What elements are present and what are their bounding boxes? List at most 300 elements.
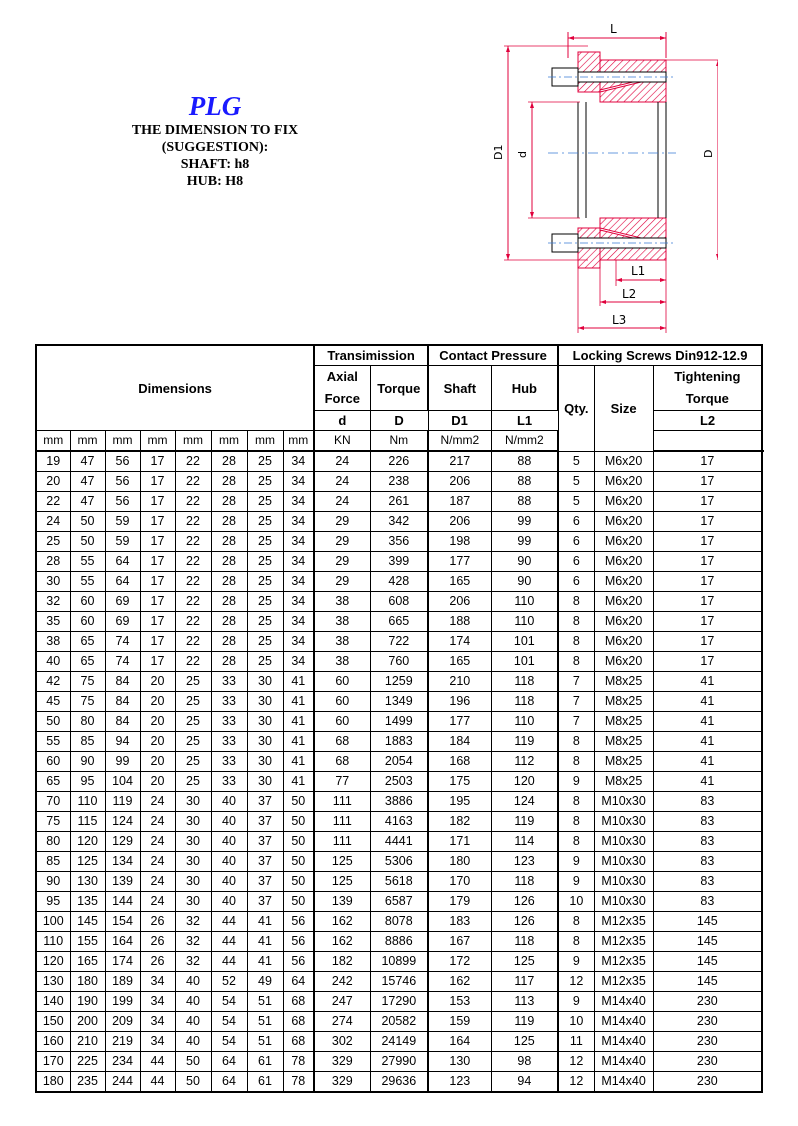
table-cell: 45 <box>36 692 70 712</box>
table-cell: 34 <box>283 512 314 532</box>
table-cell: 41 <box>653 732 762 752</box>
table-cell: 25 <box>247 532 283 552</box>
table-cell: 30 <box>175 892 211 912</box>
table-cell: 74 <box>105 632 140 652</box>
table-cell: 22 <box>175 612 211 632</box>
table-cell: 25 <box>247 552 283 572</box>
fix-line-2: (SUGGESTION): <box>161 140 269 155</box>
table-cell: 17 <box>653 612 762 632</box>
table-cell: 5618 <box>370 872 428 892</box>
table-cell: 84 <box>105 672 140 692</box>
header-unit: N/mm2 <box>428 431 491 452</box>
table-cell: 199 <box>105 992 140 1012</box>
header-qty: Qty. <box>558 366 594 452</box>
table-cell: 134 <box>105 852 140 872</box>
table-cell: 110 <box>491 612 558 632</box>
table-row <box>36 672 762 692</box>
table-cell: 144 <box>105 892 140 912</box>
technical-drawing <box>488 18 718 338</box>
table-cell: 25 <box>247 472 283 492</box>
table-cell: 28 <box>211 652 247 672</box>
table-cell: 225 <box>70 1052 105 1072</box>
table-cell: 41 <box>283 692 314 712</box>
table-cell: 111 <box>314 832 370 852</box>
table-cell: 206 <box>428 512 491 532</box>
table-cell: 5 <box>558 472 594 492</box>
header-axial-force: Axial Force <box>314 366 370 411</box>
table-cell: 760 <box>370 652 428 672</box>
table-cell: 38 <box>314 632 370 652</box>
table-cell: M10x30 <box>594 872 653 892</box>
table-cell: 65 <box>70 632 105 652</box>
table-cell: M6x20 <box>594 612 653 632</box>
table-cell: 55 <box>70 552 105 572</box>
table-cell: 24 <box>140 812 175 832</box>
table-cell: 120 <box>491 772 558 792</box>
table-cell: 28 <box>211 532 247 552</box>
table-row <box>36 612 762 632</box>
table-cell: 25 <box>247 612 283 632</box>
table-cell: 22 <box>175 592 211 612</box>
table-cell: 187 <box>428 492 491 512</box>
table-cell: 52 <box>211 972 247 992</box>
header-unit: mm <box>247 431 283 452</box>
table-cell: 24 <box>140 792 175 812</box>
table-cell: 69 <box>105 592 140 612</box>
table-cell: 150 <box>36 1012 70 1032</box>
shaft-tolerance: SHAFT: h8 <box>180 157 250 172</box>
table-cell: 24 <box>140 892 175 912</box>
table-body <box>36 451 762 1092</box>
table-cell: 118 <box>491 872 558 892</box>
table-cell: 88 <box>491 492 558 512</box>
table-row <box>36 472 762 492</box>
table-cell: 123 <box>491 852 558 872</box>
table-cell: 24 <box>314 472 370 492</box>
table-cell: 99 <box>491 512 558 532</box>
table-cell: 95 <box>36 892 70 912</box>
table-row <box>36 692 762 712</box>
table-cell: 38 <box>314 612 370 632</box>
table-cell: 68 <box>314 732 370 752</box>
table-cell: 112 <box>491 752 558 772</box>
table-cell: M14x40 <box>594 1052 653 1072</box>
table-cell: 75 <box>36 812 70 832</box>
table-cell: 34 <box>283 451 314 472</box>
table-cell: 44 <box>140 1052 175 1072</box>
table-cell: M6x20 <box>594 652 653 672</box>
table-cell: 17 <box>140 652 175 672</box>
label-l: L <box>610 22 617 36</box>
table-cell: 123 <box>428 1072 491 1093</box>
table-cell: 34 <box>283 632 314 652</box>
table-cell: 85 <box>70 732 105 752</box>
table-cell: 34 <box>283 612 314 632</box>
header-unit: mm <box>140 431 175 452</box>
table-cell: 17 <box>653 492 762 512</box>
table-cell: 22 <box>175 532 211 552</box>
table-cell: 30 <box>175 872 211 892</box>
table-row <box>36 532 762 552</box>
table-cell: 51 <box>247 992 283 1012</box>
table-cell: 24 <box>314 492 370 512</box>
table-cell: 119 <box>491 812 558 832</box>
table-cell: 33 <box>211 672 247 692</box>
table-cell: 189 <box>105 972 140 992</box>
table-cell: 17 <box>140 572 175 592</box>
table-cell: 51 <box>247 1032 283 1052</box>
table-cell: 28 <box>211 592 247 612</box>
table-cell: 50 <box>70 532 105 552</box>
table-cell: 34 <box>140 992 175 1012</box>
table-cell: 41 <box>283 772 314 792</box>
table-cell: 30 <box>175 792 211 812</box>
table-cell: 20 <box>36 472 70 492</box>
table-cell: 30 <box>36 572 70 592</box>
table-cell: M14x40 <box>594 1032 653 1052</box>
table-cell: 90 <box>36 872 70 892</box>
table-row <box>36 972 762 992</box>
table-cell: M8x25 <box>594 712 653 732</box>
table-cell: 125 <box>491 952 558 972</box>
table-cell: 41 <box>653 752 762 772</box>
table-cell: 329 <box>314 1052 370 1072</box>
table-cell: 64 <box>105 552 140 572</box>
table-cell: 25 <box>175 692 211 712</box>
table-cell: 83 <box>653 792 762 812</box>
table-cell: 119 <box>105 792 140 812</box>
table-cell: 342 <box>370 512 428 532</box>
table-cell: 70 <box>36 792 70 812</box>
table-cell: 41 <box>283 672 314 692</box>
header-unit-qty <box>653 431 762 452</box>
table-cell: 50 <box>283 892 314 912</box>
table-cell: 50 <box>70 512 105 532</box>
header-size: Size <box>594 366 653 452</box>
header-unit: mm <box>175 431 211 452</box>
table-cell: 56 <box>283 912 314 932</box>
table-cell: 19 <box>36 451 70 472</box>
table-cell: 56 <box>105 492 140 512</box>
table-cell: 94 <box>491 1072 558 1093</box>
table-cell: 120 <box>36 952 70 972</box>
table-cell: 50 <box>283 812 314 832</box>
table-cell: M6x20 <box>594 592 653 612</box>
table-cell: 195 <box>428 792 491 812</box>
table-cell: 25 <box>175 672 211 692</box>
table-cell: 54 <box>211 1012 247 1032</box>
table-cell: 5 <box>558 451 594 472</box>
table-cell: 41 <box>653 692 762 712</box>
table-cell: 22 <box>175 572 211 592</box>
table-cell: 55 <box>70 572 105 592</box>
table-cell: 5306 <box>370 852 428 872</box>
table-cell: 34 <box>283 492 314 512</box>
table-cell: 17 <box>140 472 175 492</box>
table-cell: M6x20 <box>594 512 653 532</box>
table-cell: 28 <box>211 472 247 492</box>
table-cell: 162 <box>314 932 370 952</box>
table-cell: 25 <box>247 592 283 612</box>
table-cell: 22 <box>175 472 211 492</box>
table-cell: 47 <box>70 492 105 512</box>
table-cell: 219 <box>105 1032 140 1052</box>
table-cell: 17 <box>140 592 175 612</box>
table-cell: 24149 <box>370 1032 428 1052</box>
table-cell: 60 <box>36 752 70 772</box>
table-cell: 8 <box>558 792 594 812</box>
table-row <box>36 792 762 812</box>
table-cell: 182 <box>314 952 370 972</box>
table-cell: 125 <box>314 872 370 892</box>
table-cell: 30 <box>247 772 283 792</box>
table-cell: 6 <box>558 532 594 552</box>
table-cell: 608 <box>370 592 428 612</box>
table-cell: 180 <box>36 1072 70 1093</box>
table-cell: 183 <box>428 912 491 932</box>
table-cell: 356 <box>370 532 428 552</box>
table-cell: 139 <box>314 892 370 912</box>
table-cell: 98 <box>491 1052 558 1072</box>
table-cell: 25 <box>247 512 283 532</box>
table-cell: 329 <box>314 1072 370 1093</box>
table-cell: 230 <box>653 1052 762 1072</box>
table-cell: 230 <box>653 1012 762 1032</box>
table-cell: 32 <box>175 932 211 952</box>
header-hub: Hub <box>491 366 558 411</box>
table-cell: M12x35 <box>594 952 653 972</box>
table-row <box>36 512 762 532</box>
table-cell: M6x20 <box>594 572 653 592</box>
table-cell: 8078 <box>370 912 428 932</box>
label-big-d: D <box>702 149 715 158</box>
table-cell: 4163 <box>370 812 428 832</box>
table-cell: 94 <box>105 732 140 752</box>
header-unit: Nm <box>370 431 428 452</box>
table-cell: 90 <box>70 752 105 772</box>
table-row <box>36 712 762 732</box>
table-cell: 20 <box>140 752 175 772</box>
table-cell: 171 <box>428 832 491 852</box>
brand-title: PLG <box>188 91 242 121</box>
table-cell: 68 <box>283 1032 314 1052</box>
table-cell: 68 <box>314 752 370 772</box>
table-cell: 9 <box>558 852 594 872</box>
table-cell: 179 <box>428 892 491 912</box>
table-cell: 50 <box>175 1052 211 1072</box>
table-cell: 8 <box>558 732 594 752</box>
table-cell: 40 <box>175 1012 211 1032</box>
table-cell: 20 <box>140 672 175 692</box>
table-cell: 80 <box>70 712 105 732</box>
table-cell: 164 <box>428 1032 491 1052</box>
table-cell: 78 <box>283 1052 314 1072</box>
header-shaft: Shaft <box>428 366 491 411</box>
table-cell: 9 <box>558 952 594 972</box>
table-cell: M6x20 <box>594 552 653 572</box>
table-cell: 27990 <box>370 1052 428 1072</box>
table-row <box>36 732 762 752</box>
table-cell: 29 <box>314 552 370 572</box>
table-cell: 399 <box>370 552 428 572</box>
table-cell: 78 <box>283 1072 314 1093</box>
table-cell: 99 <box>105 752 140 772</box>
table-cell: 8 <box>558 652 594 672</box>
table-cell: 10899 <box>370 952 428 972</box>
table-cell: 33 <box>211 732 247 752</box>
table-cell: 68 <box>283 1012 314 1032</box>
table-cell: M10x30 <box>594 812 653 832</box>
table-cell: 17 <box>653 632 762 652</box>
table-cell: 61 <box>247 1072 283 1093</box>
table-cell: M14x40 <box>594 992 653 1012</box>
header-symbol: D1 <box>428 411 491 431</box>
table-cell: 20582 <box>370 1012 428 1032</box>
label-d: d <box>516 151 529 158</box>
table-row <box>36 592 762 612</box>
table-cell: 41 <box>653 772 762 792</box>
table-cell: 180 <box>70 972 105 992</box>
table-cell: 8 <box>558 592 594 612</box>
table-cell: 17 <box>140 451 175 472</box>
table-cell: 60 <box>70 612 105 632</box>
header-symbol: d <box>314 411 370 431</box>
table-cell: 25 <box>247 652 283 672</box>
table-cell: 34 <box>283 532 314 552</box>
table-cell: 55 <box>36 732 70 752</box>
header-symbol: D <box>370 411 428 431</box>
table-cell: 28 <box>36 552 70 572</box>
table-row <box>36 832 762 852</box>
table-cell: 139 <box>105 872 140 892</box>
table-cell: 50 <box>36 712 70 732</box>
table-cell: 44 <box>211 952 247 972</box>
table-cell: 33 <box>211 772 247 792</box>
table-cell: M10x30 <box>594 892 653 912</box>
table-cell: 26 <box>140 912 175 932</box>
table-cell: 60 <box>314 692 370 712</box>
table-cell: 8 <box>558 812 594 832</box>
table-cell: 22 <box>175 492 211 512</box>
table-cell: 210 <box>70 1032 105 1052</box>
table-cell: 110 <box>491 592 558 612</box>
table-cell: 12 <box>558 1072 594 1093</box>
table-cell: 65 <box>36 772 70 792</box>
header-locking-screws: Locking Screws Din912-12.9 <box>558 345 762 366</box>
table-cell: 7 <box>558 692 594 712</box>
table-cell: 26 <box>140 932 175 952</box>
table-cell: 25 <box>175 732 211 752</box>
table-cell: 83 <box>653 892 762 912</box>
table-cell: 124 <box>105 812 140 832</box>
table-cell: 20 <box>140 772 175 792</box>
table-cell: 164 <box>105 932 140 952</box>
table-cell: 42 <box>36 672 70 692</box>
table-cell: 38 <box>314 592 370 612</box>
table-cell: 54 <box>211 1032 247 1052</box>
table-cell: 25 <box>247 492 283 512</box>
table-cell: 118 <box>491 932 558 952</box>
table-cell: 40 <box>175 992 211 1012</box>
table-cell: 26 <box>140 952 175 972</box>
table-cell: 37 <box>247 832 283 852</box>
table-cell: 65 <box>70 652 105 672</box>
table-cell: M6x20 <box>594 472 653 492</box>
table-cell: 274 <box>314 1012 370 1032</box>
table-cell: 28 <box>211 451 247 472</box>
label-l2: L2 <box>622 287 637 301</box>
table-cell: 41 <box>653 712 762 732</box>
table-cell: M10x30 <box>594 792 653 812</box>
table-cell: 6 <box>558 572 594 592</box>
table-row <box>36 451 762 472</box>
table-cell: 125 <box>70 852 105 872</box>
table-row <box>36 552 762 572</box>
table-cell: 56 <box>283 932 314 952</box>
table-cell: 34 <box>283 652 314 672</box>
table-cell: 9 <box>558 872 594 892</box>
table-cell: 41 <box>283 752 314 772</box>
table-cell: 165 <box>428 572 491 592</box>
table-cell: 6 <box>558 512 594 532</box>
table-cell: 40 <box>211 852 247 872</box>
table-cell: 30 <box>247 692 283 712</box>
table-cell: 40 <box>175 972 211 992</box>
header-contact-pressure: Contact Pressure <box>428 345 558 366</box>
table-cell: 8 <box>558 832 594 852</box>
table-cell: 37 <box>247 812 283 832</box>
table-cell: 60 <box>314 712 370 732</box>
header-unit: mm <box>105 431 140 452</box>
table-cell: 25 <box>247 572 283 592</box>
table-cell: 29 <box>314 572 370 592</box>
table-cell: M8x25 <box>594 772 653 792</box>
table-cell: 47 <box>70 472 105 492</box>
table-cell: 1259 <box>370 672 428 692</box>
table-cell: 100 <box>36 912 70 932</box>
table-cell: 60 <box>314 672 370 692</box>
table-cell: 50 <box>283 792 314 812</box>
table-cell: 117 <box>491 972 558 992</box>
table-cell: 242 <box>314 972 370 992</box>
table-cell: M6x20 <box>594 451 653 472</box>
table-cell: M8x25 <box>594 692 653 712</box>
table-cell: 99 <box>491 532 558 552</box>
header-unit: mm <box>70 431 105 452</box>
table-cell: 83 <box>653 852 762 872</box>
table-row <box>36 492 762 512</box>
table-cell: 1349 <box>370 692 428 712</box>
table-cell: M12x35 <box>594 912 653 932</box>
table-cell: 124 <box>491 792 558 812</box>
table-cell: M10x30 <box>594 852 653 872</box>
table-cell: 130 <box>70 872 105 892</box>
table-cell: 35 <box>36 612 70 632</box>
table-cell: 170 <box>36 1052 70 1072</box>
table-cell: 8 <box>558 632 594 652</box>
table-cell: 30 <box>247 712 283 732</box>
table-row <box>36 1032 762 1052</box>
table-cell: 40 <box>211 832 247 852</box>
table-cell: 30 <box>175 832 211 852</box>
table-cell: 22 <box>36 492 70 512</box>
table-cell: 25 <box>247 632 283 652</box>
table-cell: 428 <box>370 572 428 592</box>
table-cell: M6x20 <box>594 632 653 652</box>
table-cell: 177 <box>428 552 491 572</box>
table-cell: 37 <box>247 792 283 812</box>
table-cell: 244 <box>105 1072 140 1093</box>
